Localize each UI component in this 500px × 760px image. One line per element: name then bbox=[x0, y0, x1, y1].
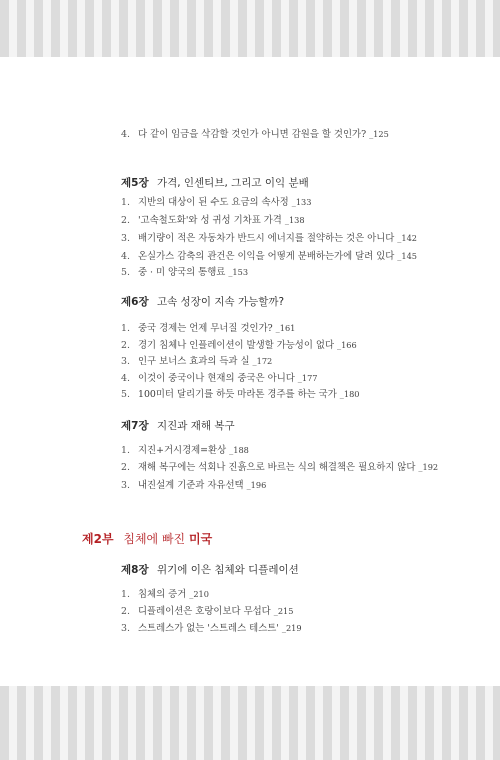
entry-page: _172 bbox=[252, 356, 273, 366]
entry-title: 중 · 미 양국의 통행료 bbox=[137, 267, 226, 278]
entry-number: 2. bbox=[121, 606, 130, 617]
entry-title: 배기량이 적은 자동차가 반드시 에너지를 절약하는 것은 아니다 bbox=[137, 233, 395, 244]
entry-title: '고속철도화'와 성 귀성 기차표 가격 bbox=[137, 215, 282, 226]
entry-page: _188 bbox=[229, 445, 249, 455]
entry-title: 중국 경제는 언제 무너질 것인가? bbox=[137, 323, 273, 334]
toc-entry bbox=[121, 622, 302, 635]
entry-page: _219 bbox=[281, 623, 302, 633]
part-heading-2 bbox=[82, 532, 212, 546]
toc-entry bbox=[121, 372, 318, 385]
chapter-title: 가격, 인센티브, 그리고 이익 분배 bbox=[156, 177, 309, 189]
entry-number: 1. bbox=[121, 197, 130, 208]
toc-entry bbox=[121, 322, 295, 335]
entry-title: 경기 침체나 인플레이션이 발생할 가능성이 없다 bbox=[137, 340, 335, 351]
chapter-heading-5 bbox=[121, 177, 309, 190]
entry-page: _125 bbox=[369, 129, 389, 139]
entry-page: _196 bbox=[246, 480, 267, 490]
entry-number: 5. bbox=[121, 267, 130, 278]
toc-entry bbox=[121, 444, 249, 457]
chapter-number: 제6장 bbox=[121, 296, 149, 308]
entry-number: 3. bbox=[121, 480, 130, 491]
entry-number: 1. bbox=[121, 445, 130, 456]
entry-title: 다 같이 임금을 삭감할 것인가 아니면 감원을 할 것인가? bbox=[137, 129, 367, 140]
chapter-number: 제7장 bbox=[121, 420, 149, 432]
toc-entry bbox=[121, 232, 417, 245]
chapter-number: 제8장 bbox=[121, 564, 149, 576]
entry-page: _180 bbox=[339, 389, 360, 399]
entry-number: 2. bbox=[121, 340, 130, 351]
part-title-emphasis: 미국 bbox=[188, 532, 213, 546]
entry-number: 1. bbox=[121, 589, 130, 600]
toc-entry bbox=[121, 250, 417, 263]
entry-number: 2. bbox=[121, 462, 130, 473]
entry-title: 지반의 대상이 된 수도 요금의 속사정 bbox=[137, 197, 289, 208]
entry-page: _177 bbox=[297, 373, 318, 383]
chapter-title: 지진과 재해 복구 bbox=[156, 420, 235, 432]
entry-title: 내진설계 기준과 자유선택 bbox=[137, 480, 244, 491]
part-number: 제2부 bbox=[82, 532, 114, 546]
entry-page: _138 bbox=[284, 215, 305, 225]
toc-entry bbox=[121, 355, 272, 368]
chapter-number: 제5장 bbox=[121, 177, 149, 189]
chapter-title: 위기에 이은 침체와 디플레이션 bbox=[156, 564, 299, 576]
entry-number: 4. bbox=[121, 373, 130, 384]
chapter-heading-6 bbox=[121, 296, 284, 309]
toc-entry bbox=[121, 388, 360, 401]
entry-title: 디플레이션은 호랑이보다 무섭다 bbox=[137, 606, 271, 617]
entry-number: 2. bbox=[121, 215, 130, 226]
entry-page: _192 bbox=[418, 462, 439, 472]
entry-number: 1. bbox=[121, 323, 130, 334]
entry-number: 4. bbox=[121, 129, 130, 140]
entry-number: 4. bbox=[121, 251, 130, 262]
toc-entry bbox=[121, 214, 305, 227]
toc-entry bbox=[121, 339, 357, 352]
entry-page: _166 bbox=[337, 340, 357, 350]
entry-page: _153 bbox=[228, 267, 249, 277]
entry-title: 100미터 달리기를 하듯 마라톤 경주를 하는 국가 bbox=[137, 389, 337, 400]
entry-number: 3. bbox=[121, 623, 130, 634]
entry-number: 3. bbox=[121, 356, 130, 367]
entry-title: 재해 복구에는 석회나 진흙으로 바르는 식의 해결책은 필요하지 않다 bbox=[137, 462, 416, 473]
entry-page: _133 bbox=[291, 197, 312, 207]
entry-number: 5. bbox=[121, 389, 130, 400]
entry-title: 인구 보너스 효과의 득과 실 bbox=[137, 356, 250, 367]
entry-title: 침체의 증거 bbox=[137, 589, 187, 600]
chapter-title: 고속 성장이 지속 가능할까? bbox=[156, 296, 285, 308]
entry-page: _145 bbox=[397, 251, 418, 261]
toc-entry bbox=[121, 128, 389, 141]
chapter-heading-8 bbox=[121, 564, 299, 577]
toc-entry bbox=[121, 605, 293, 618]
toc-entry bbox=[121, 461, 438, 474]
entry-page: _215 bbox=[273, 606, 294, 616]
toc-entry bbox=[121, 266, 248, 279]
entry-page: _161 bbox=[275, 323, 296, 333]
entry-page: _142 bbox=[397, 233, 418, 243]
entry-title: 이것이 중국이나 현재의 중국은 아니다 bbox=[137, 373, 295, 384]
entry-number: 3. bbox=[121, 233, 130, 244]
toc-entry bbox=[121, 588, 209, 601]
toc-entry bbox=[121, 196, 311, 209]
entry-title: 온실가스 감축의 관건은 이익을 어떻게 분배하는가에 달려 있다 bbox=[137, 251, 395, 262]
entry-title: 지진+거시경제=환상 bbox=[137, 445, 227, 456]
toc-entry bbox=[121, 479, 266, 492]
entry-title: 스트레스가 없는 '스트레스 테스트' bbox=[137, 623, 279, 634]
part-title: 침체에 빠진 bbox=[123, 532, 186, 546]
chapter-heading-7 bbox=[121, 420, 235, 433]
entry-page: _210 bbox=[189, 589, 209, 599]
